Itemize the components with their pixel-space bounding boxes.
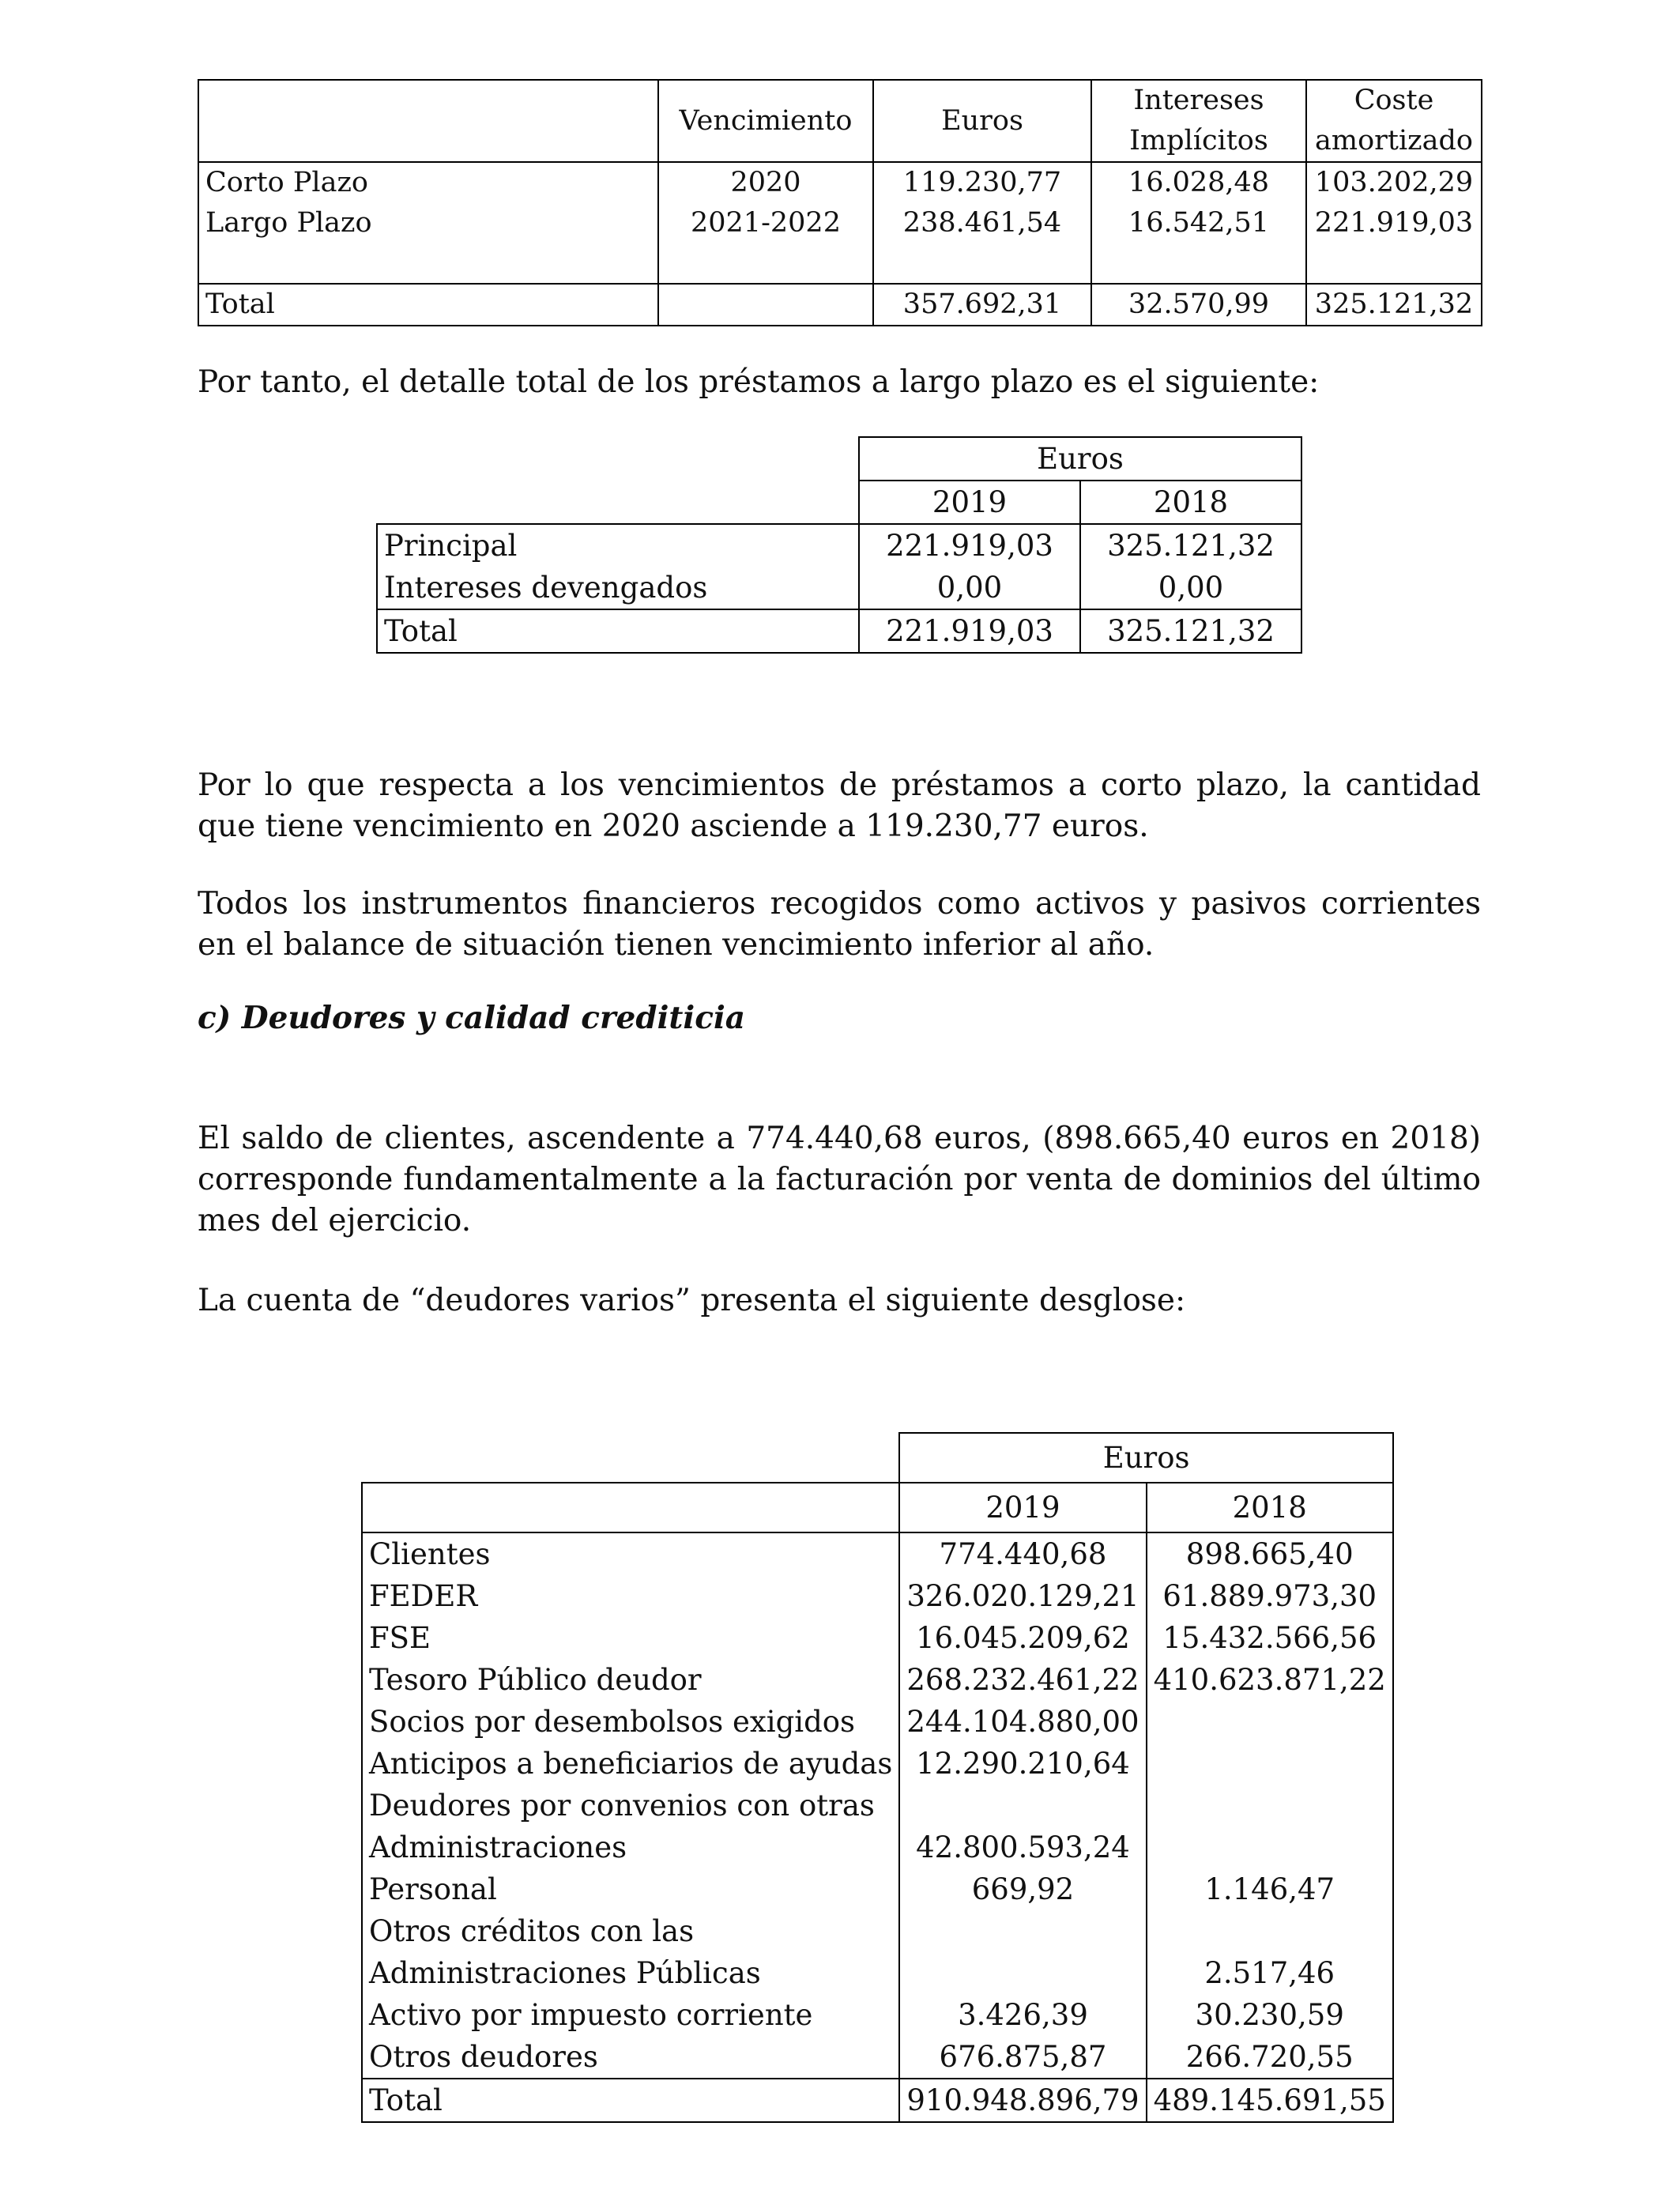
long-term-loans-table xyxy=(376,436,1302,654)
row-label: FEDER xyxy=(362,1575,899,1617)
header-coste-line1: Coste xyxy=(1354,85,1434,116)
row-2018: 898.665,40 xyxy=(1147,1532,1393,1575)
total-euros: 357.692,31 xyxy=(873,284,1091,326)
row-2018: 2.517,46 xyxy=(1147,1952,1393,1994)
row-2018: 325.121,32 xyxy=(1080,524,1301,567)
table-row xyxy=(377,567,1301,609)
row-2019: 268.232.461,22 xyxy=(899,1659,1146,1701)
total-label: Total xyxy=(377,609,859,653)
row-label: Otros créditos con las xyxy=(362,1910,899,1952)
header-intereses xyxy=(1091,80,1306,162)
total-2019: 910.948.896,79 xyxy=(899,2079,1146,2122)
total-label: Total xyxy=(362,2079,899,2122)
row-label: Otros deudores xyxy=(362,2036,899,2079)
row-2018: 410.623.871,22 xyxy=(1147,1659,1393,1701)
row-euros: 238.461,54 xyxy=(873,203,1091,243)
total-row xyxy=(198,284,1482,326)
row-label: Activo por impuesto corriente xyxy=(362,1994,899,2036)
row-label: Corto Plazo xyxy=(198,162,658,203)
row-2019: 0,00 xyxy=(859,567,1080,609)
row-2019: 669,92 xyxy=(899,1868,1146,1910)
table-row xyxy=(362,1868,1393,1910)
table-row xyxy=(362,1659,1393,1701)
paragraph-instrumentos-financieros: Todos los instrumentos financieros recogidos como activos y pasivos corrientes en el balance de situación tienen vencimiento inferior al año. xyxy=(198,886,1481,963)
table-row xyxy=(377,524,1301,567)
row-label: Largo Plazo xyxy=(198,203,658,243)
row-2018 xyxy=(1147,1785,1393,1826)
deudores-varios-table xyxy=(361,1432,1394,2123)
row-2019: 12.290.210,64 xyxy=(899,1743,1146,1785)
year-2019-header: 2019 xyxy=(899,1483,1146,1532)
loan-maturity-table xyxy=(198,79,1482,326)
row-label: Tesoro Público deudor xyxy=(362,1659,899,1701)
currency-header: Euros xyxy=(899,1433,1392,1483)
row-2018: 61.889.973,30 xyxy=(1147,1575,1393,1617)
total-row xyxy=(362,2079,1393,2122)
row-2018 xyxy=(1147,1910,1393,1952)
header-euros: Euros xyxy=(873,80,1091,162)
row-label: Deudores por convenios con otras xyxy=(362,1785,899,1826)
currency-header-row xyxy=(377,437,1301,481)
row-vencimiento: 2021-2022 xyxy=(658,203,873,243)
year-2019-header: 2019 xyxy=(859,481,1080,524)
total-2018: 325.121,32 xyxy=(1080,609,1301,653)
table-row xyxy=(362,1617,1393,1659)
row-label: Anticipos a beneficiarios de ayudas xyxy=(362,1743,899,1785)
header-coste xyxy=(1306,80,1482,162)
total-label: Total xyxy=(198,284,658,326)
row-2019: 221.919,03 xyxy=(859,524,1080,567)
row-2018 xyxy=(1147,1826,1393,1868)
row-label: Administraciones Públicas xyxy=(362,1952,899,1994)
table-row xyxy=(198,162,1482,203)
row-label: Principal xyxy=(377,524,859,567)
row-2019: 16.045.209,62 xyxy=(899,1617,1146,1659)
table-row xyxy=(362,1575,1393,1617)
row-2019: 676.875,87 xyxy=(899,2036,1146,2079)
total-vencimiento xyxy=(658,284,873,326)
year-2018-header: 2018 xyxy=(1147,1483,1393,1532)
table-row xyxy=(362,1952,1393,1994)
table-row xyxy=(362,2036,1393,2079)
row-2019: 3.426,39 xyxy=(899,1994,1146,2036)
row-2019 xyxy=(899,1785,1146,1826)
row-2019 xyxy=(899,1952,1146,1994)
total-row xyxy=(377,609,1301,653)
table-row xyxy=(362,1910,1393,1952)
table-row xyxy=(362,1826,1393,1868)
currency-header: Euros xyxy=(859,437,1301,481)
header-intereses-line1: Intereses xyxy=(1133,85,1264,116)
row-label: Personal xyxy=(362,1868,899,1910)
row-2019: 42.800.593,24 xyxy=(899,1826,1146,1868)
section-heading-deudores: c) Deudores y calidad crediticia xyxy=(198,1000,746,1036)
row-2018 xyxy=(1147,1743,1393,1785)
row-label: Clientes xyxy=(362,1532,899,1575)
row-2019: 244.104.880,00 xyxy=(899,1701,1146,1743)
paragraph-deudores-varios: La cuenta de “deudores varios” presenta el siguiente desglose: xyxy=(198,1283,1186,1318)
row-2018: 30.230,59 xyxy=(1147,1994,1393,2036)
row-intereses: 16.028,48 xyxy=(1091,162,1306,203)
header-coste-line2: amortizado xyxy=(1315,125,1473,156)
spacer-row xyxy=(198,243,1482,284)
row-2018: 0,00 xyxy=(1080,567,1301,609)
row-2018: 266.720,55 xyxy=(1147,2036,1393,2079)
row-2018: 15.432.566,56 xyxy=(1147,1617,1393,1659)
row-2018 xyxy=(1147,1701,1393,1743)
row-intereses: 16.542,51 xyxy=(1091,203,1306,243)
table-row xyxy=(198,203,1482,243)
table-row xyxy=(362,1532,1393,1575)
paragraph-detalle-prestamos: Por tanto, el detalle total de los préstamos a largo plazo es el siguiente: xyxy=(198,364,1320,400)
table-row xyxy=(362,1743,1393,1785)
row-2018: 1.146,47 xyxy=(1147,1868,1393,1910)
row-vencimiento: 2020 xyxy=(658,162,873,203)
year-2018-header: 2018 xyxy=(1080,481,1301,524)
total-intereses: 32.570,99 xyxy=(1091,284,1306,326)
row-label: Administraciones xyxy=(362,1826,899,1868)
header-empty xyxy=(198,80,658,162)
total-2018: 489.145.691,55 xyxy=(1147,2079,1393,2122)
paragraph-vencimientos-corto-plazo: Por lo que respecta a los vencimientos de préstamos a corto plazo, la cantidad que tiene vencimiento en 2020 asciende a 119.230,77 euros. xyxy=(198,767,1481,844)
table-header-row xyxy=(198,80,1482,162)
row-label: FSE xyxy=(362,1617,899,1659)
header-intereses-line2: Implícitos xyxy=(1129,125,1268,156)
table-row xyxy=(362,1785,1393,1826)
row-euros: 119.230,77 xyxy=(873,162,1091,203)
row-label: Socios por desembolsos exigidos xyxy=(362,1701,899,1743)
header-vencimiento: Vencimiento xyxy=(658,80,873,162)
total-2019: 221.919,03 xyxy=(859,609,1080,653)
row-2019 xyxy=(899,1910,1146,1952)
row-label: Intereses devengados xyxy=(377,567,859,609)
row-2019: 326.020.129,21 xyxy=(899,1575,1146,1617)
row-2019: 774.440,68 xyxy=(899,1532,1146,1575)
row-coste: 221.919,03 xyxy=(1306,203,1482,243)
paragraph-saldo-clientes: El saldo de clientes, ascendente a 774.440,68 euros, (898.665,40 euros en 2018) corresponde fundamentalmente a la facturación por venta de dominios del último mes del ejercicio. xyxy=(198,1121,1481,1238)
year-header-row xyxy=(377,481,1301,524)
total-coste: 325.121,32 xyxy=(1306,284,1482,326)
row-coste: 103.202,29 xyxy=(1306,162,1482,203)
currency-header-row xyxy=(362,1433,1393,1483)
table-row xyxy=(362,1701,1393,1743)
table-row xyxy=(362,1994,1393,2036)
year-header-row xyxy=(362,1483,1393,1532)
